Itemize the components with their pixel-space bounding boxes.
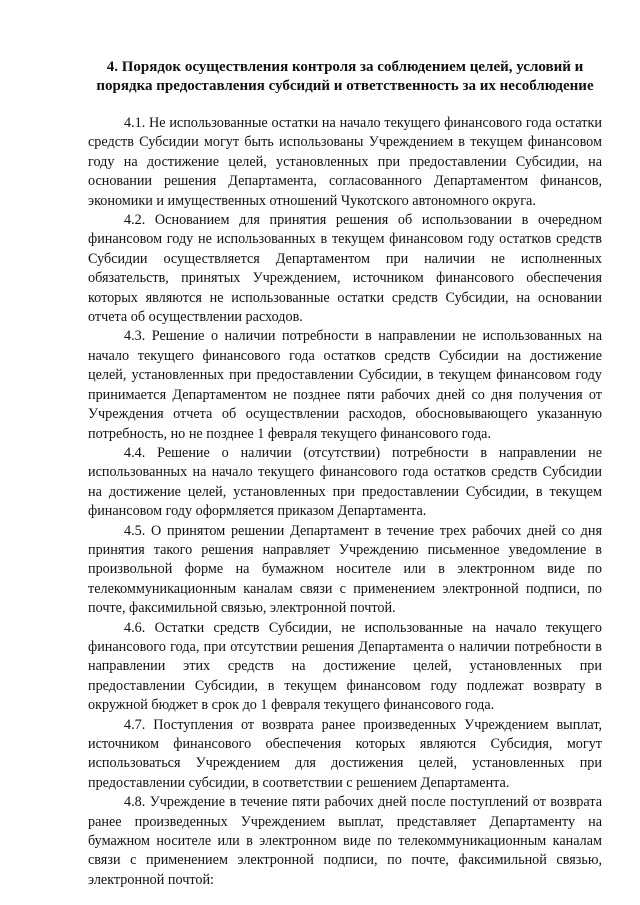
document-page xyxy=(88,58,602,890)
paragraph-4-5: 4.5. О принятом решении Департамент в течение трех рабочих дней со дня принятия такого решения направляет Учреждению письменное уведомление в произвольной форме на бумажном носителе или в электронном виде по телекоммуникационным каналам связи с применением электронной подписи, по почте, факсимильной связью, электронной почтой. xyxy=(88,522,602,617)
paragraph-4-6: 4.6. Остатки средств Субсидии, не использованные на начало текущего финансового года, при отсутствии решения Департамента о наличии потребности в направлении этих средств на достижение целей, установленных при предоставлении Субсидии, в текущем финансовом году подлежат возврату в окружной бюджет в срок до 1 февраля текущего финансового года. xyxy=(88,619,602,714)
section-title-line-1: 4. Порядок осуществления контроля за соблюдением целей, условий и xyxy=(106,59,584,75)
paragraph-4-7: 4.7. Поступления от возврата ранее произведенных Учреждением выплат, источником финансового обеспечения которых являются Субсидия, могут использоваться Учреждением для достижения целей, установленных при предоставлении субсидии, в соответствии с решением Департамента. xyxy=(88,716,602,791)
paragraph-4-2: 4.2. Основанием для принятия решения об использовании в очередном финансовом году не использованных в текущем финансовом году остатков средств Субсидии осуществляется Департаментом при наличии не исполненных обязательств, принятых Учреждением, источником финансового обеспечения которых являются не использованные остатки средств Субсидии, на основании отчета об осуществлении расходов. xyxy=(88,212,602,326)
section-title xyxy=(88,58,602,96)
paragraph-4-3: 4.3. Решение о наличии потребности в направлении не использованных на начало текущего финансового года остатков средств Субсидии на достижение целей, установленных при предоставлении Субсидии, в текущем финансовом году принимается Департаментом не позднее пяти рабочих дней со дня получения от Учреждения отчета об осуществлении расходов, обосновывающего указанную потребность, но не позднее 1 февраля текущего финансового года. xyxy=(88,328,602,442)
paragraph-4-1: 4.1. Не использованные остатки на начало текущего финансового года остатки средств Субсидии могут быть использованы Учреждением в текущем финансовом году на достижение целей, установленных при предоставлении Субсидии, на основании решения Департамента, согласованного Департаментом финансов, экономики и имущественных отношений Чукотского автономного округа. xyxy=(88,115,602,209)
paragraph-4-4: 4.4. Решение о наличии (отсутствии) потребности в направлении не использованных на начало текущего финансового года остатков средств Субсидии на достижение целей, установленных при предоставлении Субсидии, в текущем финансовом году оформляется приказом Департамента. xyxy=(88,444,602,520)
section-title-line-2: порядка предоставления субсидий и ответственность за их несоблюдение xyxy=(96,78,594,94)
paragraph-4-8: 4.8. Учреждение в течение пяти рабочих дней после поступлений от возврата ранее произведенных Учреждением выплат, представляет Департаменту на бумажном носителе или в электронном виде по телекоммуникационным каналам связи с применением электронной подписи, по почте, факсимильной связью, электронной почтой: xyxy=(88,794,602,888)
